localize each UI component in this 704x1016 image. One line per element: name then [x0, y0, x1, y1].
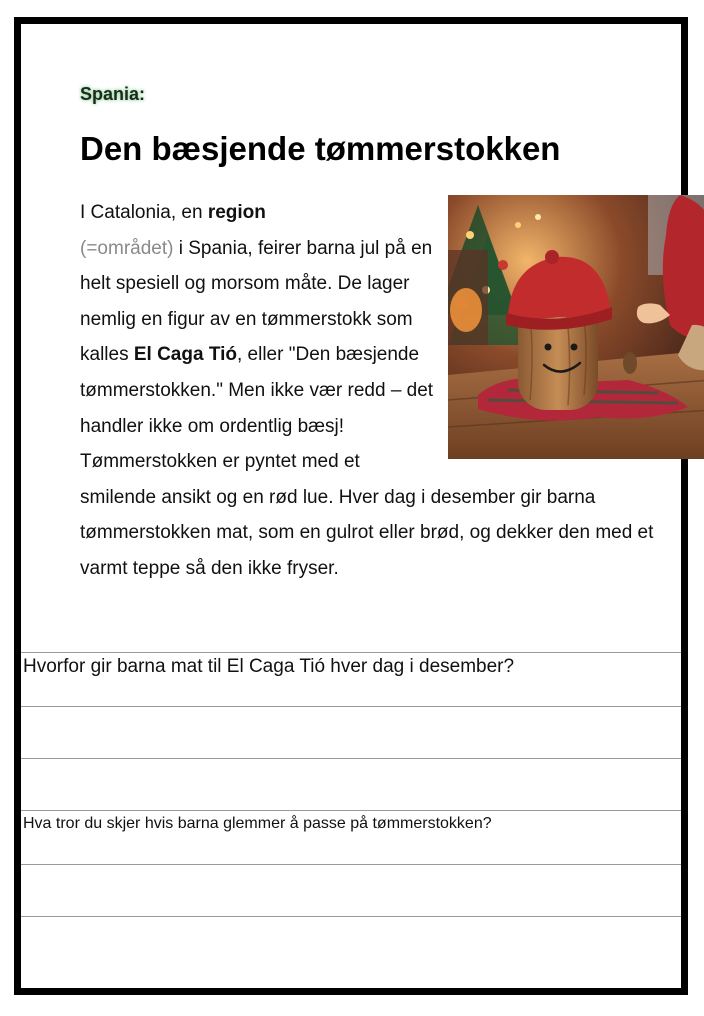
question-top-line	[21, 810, 681, 811]
answer-line[interactable]	[21, 864, 681, 865]
answer-line[interactable]	[21, 706, 681, 707]
term-gloss: (=området)	[80, 237, 174, 259]
question-text: Hva tror du skjer hvis barna glemmer å passe på tømmerstokken?	[23, 815, 492, 832]
question-top-line	[21, 652, 681, 653]
answer-line[interactable]	[21, 758, 681, 759]
story-text: I Catalonia, en region (=området) i Spania, feirer barna jul på en helt spesiell og morsom måte. De lager nemlig en figur av en tømmerstokk som kalles El Caga Tió, eller "Den bæsjende tømmerstokken." Men ikke vær redd – det handler ikke om ordentlig bæsj! Tømmerstokken er pyntet med et smilende ansikt og en rød lue. Hver dag i desember gir barna tømmerstokken mat, som en gulrot eller brød, og dekker den med et varmt teppe så den ikke fryser.	[80, 195, 660, 587]
region-label: Spania:	[80, 84, 146, 104]
worksheet-frame	[14, 17, 688, 995]
page-title: Den bæsjende tømmerstokken	[80, 130, 561, 167]
question-text: Hvorfor gir barna mat til El Caga Tió hver dag i desember?	[23, 656, 515, 677]
answer-line[interactable]	[21, 916, 681, 917]
caga-tio-illustration	[448, 195, 704, 459]
term-region: region	[207, 202, 266, 223]
term-el-caga-tio: El Caga Tió	[133, 344, 237, 366]
